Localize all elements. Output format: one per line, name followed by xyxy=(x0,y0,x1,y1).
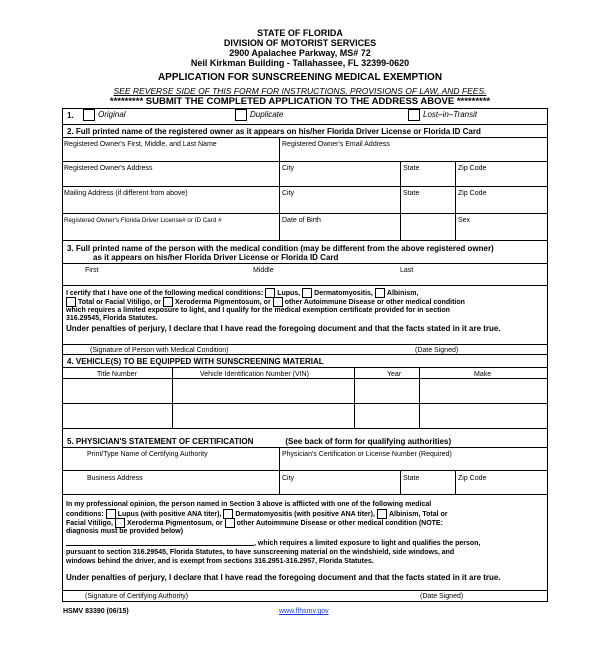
phys-lupus-label: Lupus (with positive ANA titer), xyxy=(117,510,222,518)
section5-heading xyxy=(67,437,451,446)
lost-in-transit-checkbox[interactable] xyxy=(408,109,420,121)
albinism-label: Albinism, xyxy=(386,289,419,297)
section5-title: 5. PHYSICIAN'S STATEMENT OF CERTIFICATION xyxy=(67,437,254,446)
duplicate-checkbox[interactable] xyxy=(235,109,247,121)
opinion-line-1: In my professional opinion, the person named in Section 3 above is afflicted with one of the following medical xyxy=(66,501,432,508)
phys-vitiligo-label: Facial Vitiligo, xyxy=(66,519,113,527)
section5-perjury: Under penalties of perjury, I declare that I have read the foregoing document and that the facts stated in it are true. xyxy=(66,573,501,582)
owner-name-field[interactable]: Registered Owner's First, Middle, and Last Name xyxy=(64,141,217,148)
mailing-state-field[interactable]: State xyxy=(403,190,420,197)
license-number-field[interactable]: Registered Owner's Florida Driver License# or ID Card # xyxy=(64,217,222,224)
lost-in-transit-label: Lost–in–Transit xyxy=(423,110,478,120)
section5-authority-note: (See back of form for qualifying authorities) xyxy=(285,437,452,446)
person-signature-label: (Signature of Person with Medical Condition) xyxy=(90,347,229,354)
authority-signature-label: (Signature of Certifying Authority) xyxy=(85,593,189,600)
section3-heading-2: as it appears on his/her Florida Driver License or Florida ID Card xyxy=(93,253,339,262)
section1-number: 1. xyxy=(67,111,74,120)
address-line: 2900 Apalachee Parkway, MS# 72 xyxy=(229,48,371,58)
submit-note: ********* SUBMIT THE COMPLETED APPLICATION TO THE ADDRESS ABOVE ********* xyxy=(109,96,491,107)
phys-albinism-label: Albinism, Total or xyxy=(388,510,448,518)
state-heading: STATE OF FLORIDA xyxy=(257,28,343,38)
make-header: Make xyxy=(474,371,492,378)
owner-email-field[interactable]: Registered Owner's Email Address xyxy=(282,141,390,148)
website-link-text[interactable]: www.flhsmv.gov xyxy=(279,608,329,615)
section3-heading-1: 3. Full printed name of the person with the medical condition (may be different from the above registered owner) xyxy=(67,244,494,253)
owner-address-field[interactable]: Registered Owner's Address xyxy=(64,165,153,172)
lupus-label: Lupus, xyxy=(277,289,301,297)
original-label: Original xyxy=(98,110,126,120)
person-first-name-field[interactable]: First xyxy=(85,267,99,274)
mailing-city-field[interactable]: City xyxy=(282,190,295,197)
date-of-birth-field[interactable]: Date of Birth xyxy=(282,217,321,224)
see-reverse-note: SEE REVERSE SIDE OF THIS FORM FOR INSTRUCTIONS, PROVISIONS OF LAW, AND FEES. xyxy=(113,86,487,96)
opinion-line-4: diagnosis must be provided below) xyxy=(66,528,184,535)
requires-line-3: windows behind the driver, and is exempt from sections 316.2951-316.2957, Florida Statutes. xyxy=(66,558,374,565)
option-duplicate[interactable] xyxy=(235,109,283,121)
vitiligo-label: Total or Facial Vitiligo, or xyxy=(78,298,161,306)
requires-line-2: pursuant to section 316.29545, Florida Statutes, to have sunscreening material on the windshield, side windows, and xyxy=(66,549,455,556)
vin-header: Vehicle Identification Number (VIN) xyxy=(200,371,309,378)
xeroderma-label: Xeroderma Pigmentosum, or xyxy=(174,298,271,306)
certify-line-4: 316.29545, Florida Statutes. xyxy=(66,315,158,322)
original-checkbox[interactable] xyxy=(83,109,95,121)
requires-line-1: , which requires a limited exposure to light and qualifies the person, xyxy=(254,540,481,547)
mailing-zip-field[interactable]: Zip Code xyxy=(458,190,487,197)
phys-other-label: other Autoimmune Disease or other medical condition (NOTE: xyxy=(236,519,443,527)
mailing-address-field[interactable]: Mailing Address (if different from above) xyxy=(64,190,188,197)
form-number: HSMV 83390 (06/15) xyxy=(63,608,129,615)
phys-xeroderma-label: Xeroderma Pigmentosum, or xyxy=(126,519,223,527)
person-last-name-field[interactable]: Last xyxy=(400,267,414,274)
business-city-field[interactable]: City xyxy=(282,475,295,482)
website-link[interactable] xyxy=(279,607,329,616)
person-date-label: (Date Signed) xyxy=(415,347,459,354)
certify-line-3: which requires a limited exposure to light, and I qualify for the medical exemption certificate provided for in section xyxy=(66,307,450,314)
section2-heading: 2. Full printed name of the registered owner as it appears on his/her Florida Driver License or Florida ID Card xyxy=(67,127,481,136)
phys-other-checkbox[interactable] xyxy=(225,518,235,528)
duplicate-label: Duplicate xyxy=(250,110,284,120)
form-title: APPLICATION FOR SUNSCREENING MEDICAL EXEMPTION xyxy=(157,72,443,83)
owner-state-field[interactable]: State xyxy=(403,165,420,172)
opinion-conditions-lead: conditions: xyxy=(66,510,104,518)
authority-date-label: (Date Signed) xyxy=(420,593,464,600)
option-original[interactable] xyxy=(83,109,126,121)
owner-city-field[interactable]: City xyxy=(282,165,295,172)
title-number-header: Title Number xyxy=(97,371,137,378)
business-address-field[interactable]: Business Address xyxy=(87,475,143,482)
owner-zip-field[interactable]: Zip Code xyxy=(458,165,487,172)
section3-perjury: Under penalties of perjury, I declare that I have read the foregoing document and that the facts stated in it are true. xyxy=(66,324,501,333)
year-header: Year xyxy=(387,371,402,378)
diagnosis-line[interactable] xyxy=(66,545,254,546)
person-middle-name-field[interactable]: Middle xyxy=(253,267,274,274)
sex-field[interactable]: Sex xyxy=(458,217,471,224)
phys-dermatomyositis-label: Dermatomyositis (with positive ANA titer), xyxy=(235,510,375,518)
option-lost-in-transit[interactable] xyxy=(408,109,477,121)
dermatomyositis-label: Dermatomyositis, xyxy=(314,289,373,297)
certifying-name-field[interactable]: Print/Type Name of Certifying Authority xyxy=(87,451,208,458)
other-condition-label: other Autoimmune Disease or other medical condition xyxy=(284,298,465,306)
business-state-field[interactable]: State xyxy=(403,475,420,482)
license-certification-field[interactable]: Physician's Certification or License Number (Required) xyxy=(282,451,452,458)
section4-heading: 4. VEHICLE(S) TO BE EQUIPPED WITH SUNSCREENING MATERIAL xyxy=(67,357,324,366)
division-heading: DIVISION OF MOTORIST SERVICES xyxy=(223,38,377,48)
building-line: Neil Kirkman Building - Tallahassee, FL 32399-0620 xyxy=(190,58,410,68)
business-zip-field[interactable]: Zip Code xyxy=(458,475,487,482)
certify-lead: I certify that I have one of the following medical conditions: xyxy=(66,289,264,297)
